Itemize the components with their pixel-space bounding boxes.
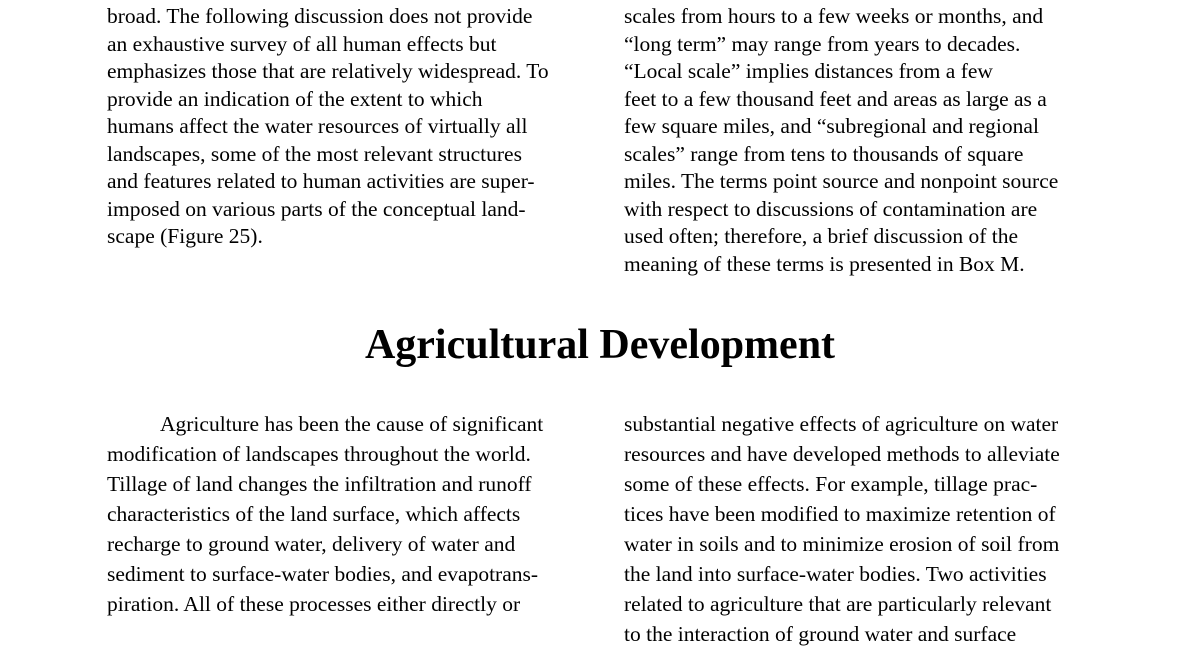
- text-line: landscapes, some of the most relevant structures: [107, 141, 522, 166]
- text-line: meaning of these terms is presented in Box M.: [624, 251, 1025, 276]
- section-heading: Agricultural Development: [364, 322, 836, 368]
- text-line: sediment to surface-water bodies, and evapotrans-: [107, 562, 539, 586]
- text-line: tices have been modified to maximize retention of: [624, 502, 1056, 526]
- text-line: scales from hours to a few weeks or months, and: [624, 4, 1044, 28]
- text-line: related to agriculture that are particularly relevant: [624, 592, 1052, 616]
- text-line: and features related to human activities are super-: [107, 169, 535, 193]
- text-line: provide an indication of the extent to which: [107, 86, 483, 111]
- text-line: Agriculture has been the cause of significant: [160, 412, 544, 436]
- top-left-paragraph: [107, 3, 549, 251]
- text-line: emphasizes those that are relatively widespread. To: [107, 59, 549, 83]
- text-line: substantial negative effects of agriculture on water: [624, 412, 1059, 436]
- text-line: “Local scale” implies distances from a few: [624, 59, 993, 83]
- text-line: broad. The following discussion does not provide: [107, 4, 533, 28]
- text-line: to the interaction of ground water and surface: [624, 622, 1017, 646]
- text-line: “long term” may range from years to decades.: [624, 31, 1021, 56]
- text-line: piration. All of these processes either directly or: [107, 592, 521, 616]
- text-line: resources and have developed methods to alleviate: [624, 442, 1060, 466]
- text-line: few square miles, and “subregional and regional: [624, 114, 1039, 138]
- text-line: the land into surface-water bodies. Two activities: [624, 562, 1047, 586]
- text-line: modification of landscapes throughout the world.: [107, 442, 531, 466]
- text-line: scape (Figure 25).: [107, 224, 263, 248]
- bottom-left-paragraph: [107, 409, 543, 619]
- text-line: characteristics of the land surface, which affects: [107, 502, 521, 526]
- text-line: used often; therefore, a brief discussion of the: [624, 224, 1019, 248]
- text-line: some of these effects. For example, tillage prac-: [624, 472, 1038, 496]
- top-right-paragraph: [624, 3, 1058, 278]
- text-line: Tillage of land changes the infiltration and runoff: [107, 472, 532, 496]
- text-line: with respect to discussions of contamination are: [624, 196, 1038, 221]
- text-line: recharge to ground water, delivery of water and: [107, 532, 516, 556]
- text-line: miles. The terms point source and nonpoint source: [624, 169, 1059, 193]
- text-line: scales” range from tens to thousands of square: [624, 141, 1024, 166]
- text-line: imposed on various parts of the conceptual land-: [107, 196, 526, 221]
- text-line: water in soils and to minimize erosion of soil from: [624, 532, 1060, 556]
- text-line: feet to a few thousand feet and areas as large as a: [624, 86, 1047, 111]
- text-line: an exhaustive survey of all human effects but: [107, 31, 497, 56]
- text-line: humans affect the water resources of virtually all: [107, 114, 528, 138]
- bottom-right-paragraph: [624, 409, 1060, 649]
